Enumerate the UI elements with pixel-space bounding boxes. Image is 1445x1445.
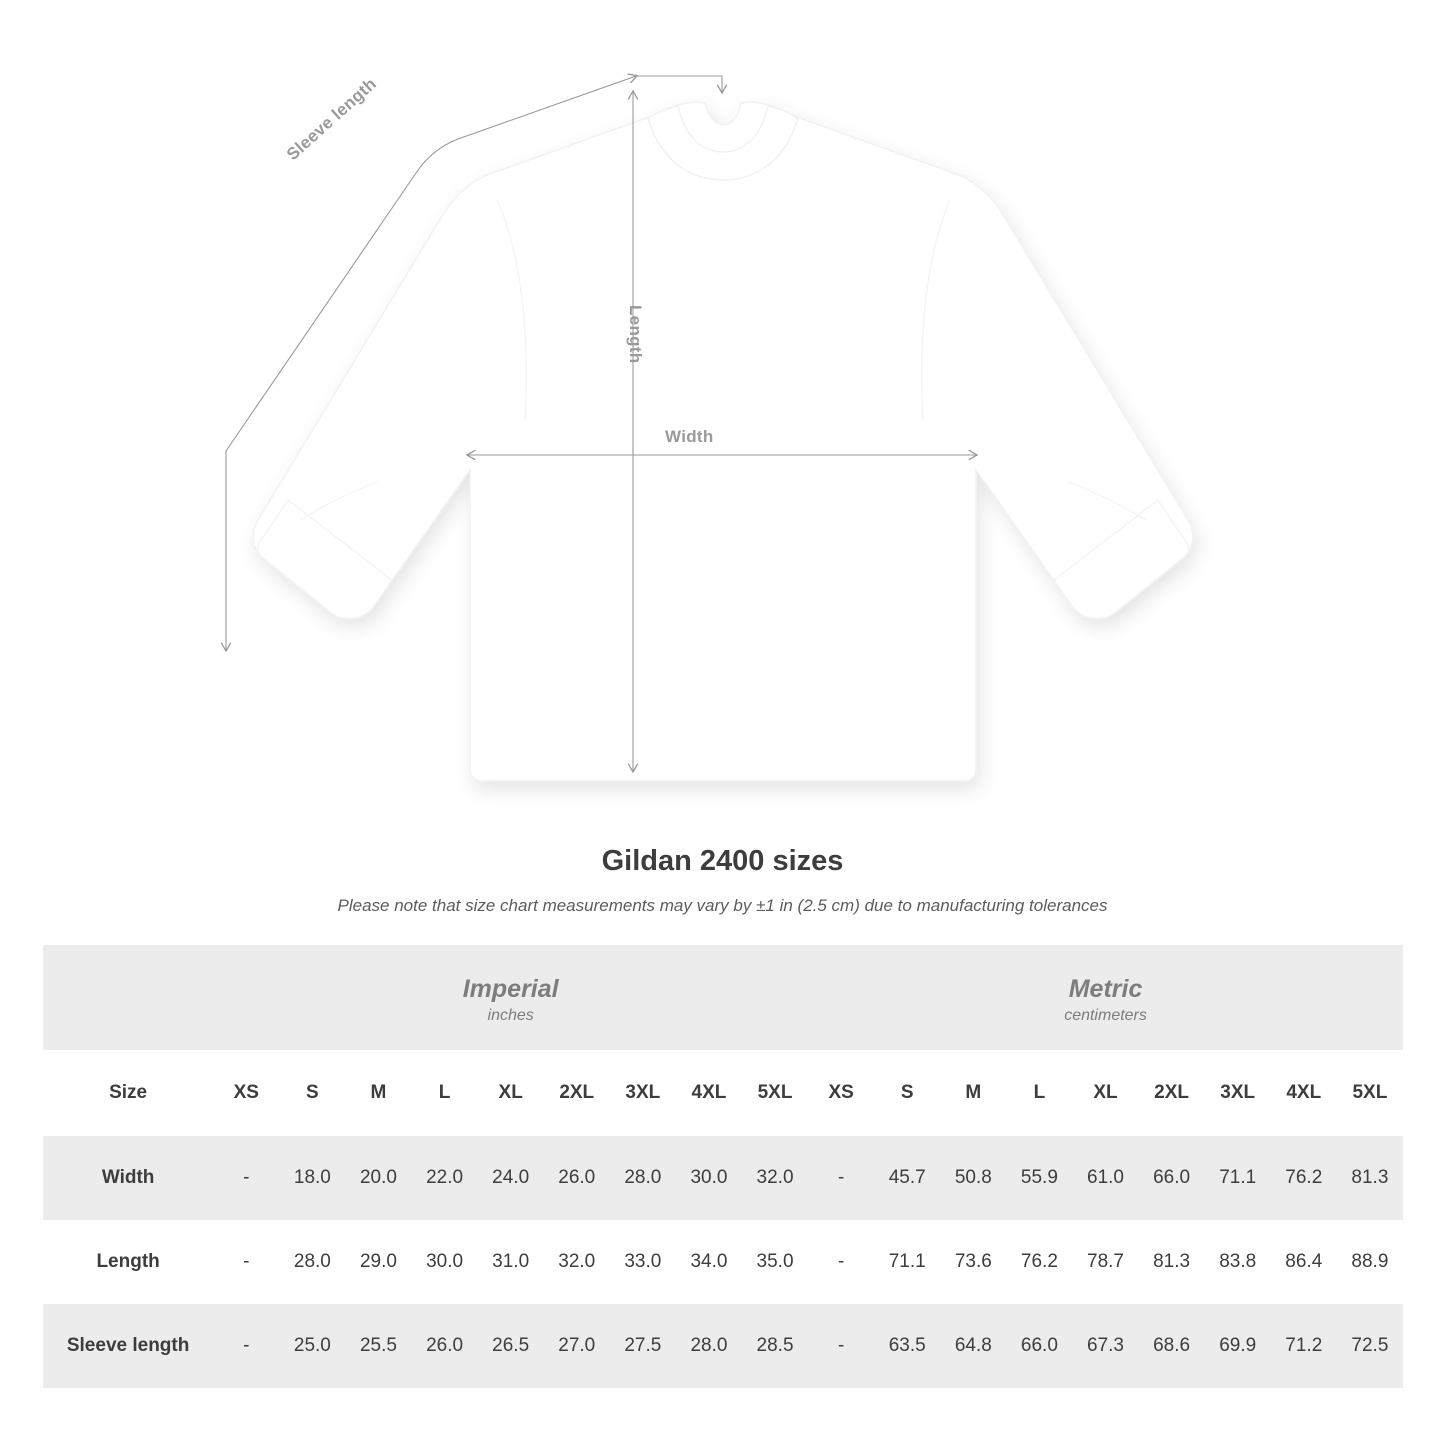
cell-length-imperial-5xl: 35.0 (742, 1220, 808, 1304)
cell-sleeve-metric-5xl: 72.5 (1337, 1304, 1403, 1388)
unit-metric-sub: centimeters (1064, 1007, 1147, 1025)
cell-width-imperial-xs: - (213, 1136, 279, 1220)
cell-width-metric-l: 55.9 (1006, 1136, 1072, 1220)
cell-sleeve-metric-3xl: 69.9 (1205, 1304, 1271, 1388)
header-size-metric-m: M (940, 1050, 1006, 1136)
unit-imperial-name: Imperial (462, 974, 559, 1003)
header-size-imperial-l: L (412, 1050, 478, 1136)
cell-sleeve-imperial-4xl: 28.0 (676, 1304, 742, 1388)
cell-sleeve-imperial-5xl: 28.5 (742, 1304, 808, 1388)
header-size-imperial-4xl: 4XL (676, 1050, 742, 1136)
header-size-imperial-3xl: 3XL (610, 1050, 676, 1136)
cell-sleeve-imperial-xs: - (213, 1304, 279, 1388)
header-size: Size (43, 1050, 213, 1136)
table-row (43, 1136, 1403, 1220)
cell-length-imperial-l: 30.0 (412, 1220, 478, 1304)
cell-length-metric-xs: - (808, 1220, 874, 1304)
size-header-row (43, 1050, 1403, 1136)
tolerance-note: Please note that size chart measurements may vary by ±1 in (2.5 cm) due to manufacturing tolerances (337, 896, 1108, 915)
cell-width-metric-2xl: 66.0 (1139, 1136, 1205, 1220)
table-row (43, 1220, 1403, 1304)
header-size-metric-3xl: 3XL (1205, 1050, 1271, 1136)
sleeve-length-label: Sleeve length (283, 74, 381, 165)
cell-length-metric-l: 76.2 (1006, 1220, 1072, 1304)
cell-width-metric-4xl: 76.2 (1271, 1136, 1337, 1220)
table-row (43, 1304, 1403, 1388)
unit-metric-name: Metric (1068, 974, 1143, 1003)
unit-metric (808, 945, 1403, 1050)
cell-width-metric-m: 50.8 (940, 1136, 1006, 1220)
cell-sleeve-imperial-l: 26.0 (412, 1304, 478, 1388)
cell-sleeve-metric-xs: - (808, 1304, 874, 1388)
cell-sleeve-imperial-m: 25.5 (345, 1304, 411, 1388)
unit-imperial (213, 945, 808, 1050)
header-size-imperial-5xl: 5XL (742, 1050, 808, 1136)
cell-length-imperial-4xl: 34.0 (676, 1220, 742, 1304)
cell-width-imperial-xl: 24.0 (478, 1136, 544, 1220)
cell-width-imperial-4xl: 30.0 (676, 1136, 742, 1220)
cell-length-imperial-2xl: 32.0 (544, 1220, 610, 1304)
cell-width-imperial-m: 20.0 (345, 1136, 411, 1220)
header-size-metric-s: S (874, 1050, 940, 1136)
cell-length-metric-s: 71.1 (874, 1220, 940, 1304)
cell-width-metric-xl: 61.0 (1072, 1136, 1138, 1220)
header-size-metric-l: L (1006, 1050, 1072, 1136)
cell-sleeve-metric-l: 66.0 (1006, 1304, 1072, 1388)
cell-length-metric-2xl: 81.3 (1139, 1220, 1205, 1304)
cell-length-imperial-m: 29.0 (345, 1220, 411, 1304)
unit-header-row (43, 945, 1403, 1050)
cell-sleeve-metric-s: 63.5 (874, 1304, 940, 1388)
header-size-metric-xs: XS (808, 1050, 874, 1136)
title-block (0, 845, 1445, 916)
cell-width-imperial-3xl: 28.0 (610, 1136, 676, 1220)
width-label: Width (665, 427, 714, 446)
cell-length-imperial-s: 28.0 (279, 1220, 345, 1304)
row-label-width: Width (43, 1136, 213, 1220)
cell-width-metric-s: 45.7 (874, 1136, 940, 1220)
cell-width-imperial-2xl: 26.0 (544, 1136, 610, 1220)
header-size-metric-2xl: 2XL (1139, 1050, 1205, 1136)
shirt-silhouette (253, 102, 1193, 781)
row-label-length: Length (43, 1220, 213, 1304)
cell-width-metric-3xl: 71.1 (1205, 1136, 1271, 1220)
cell-length-metric-5xl: 88.9 (1337, 1220, 1403, 1304)
header-size-imperial-s: S (279, 1050, 345, 1136)
header-size-imperial-m: M (345, 1050, 411, 1136)
cell-width-imperial-l: 22.0 (412, 1136, 478, 1220)
cell-sleeve-imperial-2xl: 27.0 (544, 1304, 610, 1388)
cell-length-metric-4xl: 86.4 (1271, 1220, 1337, 1304)
cell-sleeve-imperial-s: 25.0 (279, 1304, 345, 1388)
cell-length-imperial-xl: 31.0 (478, 1220, 544, 1304)
header-size-metric-5xl: 5XL (1337, 1050, 1403, 1136)
header-size-imperial-xl: XL (478, 1050, 544, 1136)
cell-sleeve-metric-4xl: 71.2 (1271, 1304, 1337, 1388)
header-size-imperial-xs: XS (213, 1050, 279, 1136)
cell-width-imperial-s: 18.0 (279, 1136, 345, 1220)
cell-length-metric-m: 73.6 (940, 1220, 1006, 1304)
header-size-metric-4xl: 4XL (1271, 1050, 1337, 1136)
cell-length-imperial-xs: - (213, 1220, 279, 1304)
length-label: Length (626, 305, 645, 364)
size-chart-table-wrap (43, 945, 1403, 1388)
header-size-metric-xl: XL (1072, 1050, 1138, 1136)
cell-sleeve-metric-2xl: 68.6 (1139, 1304, 1205, 1388)
size-chart-table (43, 945, 1403, 1388)
row-label-sleeve-length: Sleeve length (43, 1304, 213, 1388)
cell-sleeve-metric-m: 64.8 (940, 1304, 1006, 1388)
cell-sleeve-metric-xl: 67.3 (1072, 1304, 1138, 1388)
cell-width-metric-5xl: 81.3 (1337, 1136, 1403, 1220)
cell-width-imperial-5xl: 32.0 (742, 1136, 808, 1220)
unit-spacer (43, 945, 213, 1050)
cell-sleeve-imperial-xl: 26.5 (478, 1304, 544, 1388)
cell-length-metric-xl: 78.7 (1072, 1220, 1138, 1304)
header-size-imperial-2xl: 2XL (544, 1050, 610, 1136)
unit-imperial-sub: inches (487, 1007, 534, 1025)
cell-length-metric-3xl: 83.8 (1205, 1220, 1271, 1304)
page-title: Gildan 2400 sizes (601, 845, 844, 877)
cell-width-metric-xs: - (808, 1136, 874, 1220)
cell-sleeve-imperial-3xl: 27.5 (610, 1304, 676, 1388)
cell-length-imperial-3xl: 33.0 (610, 1220, 676, 1304)
